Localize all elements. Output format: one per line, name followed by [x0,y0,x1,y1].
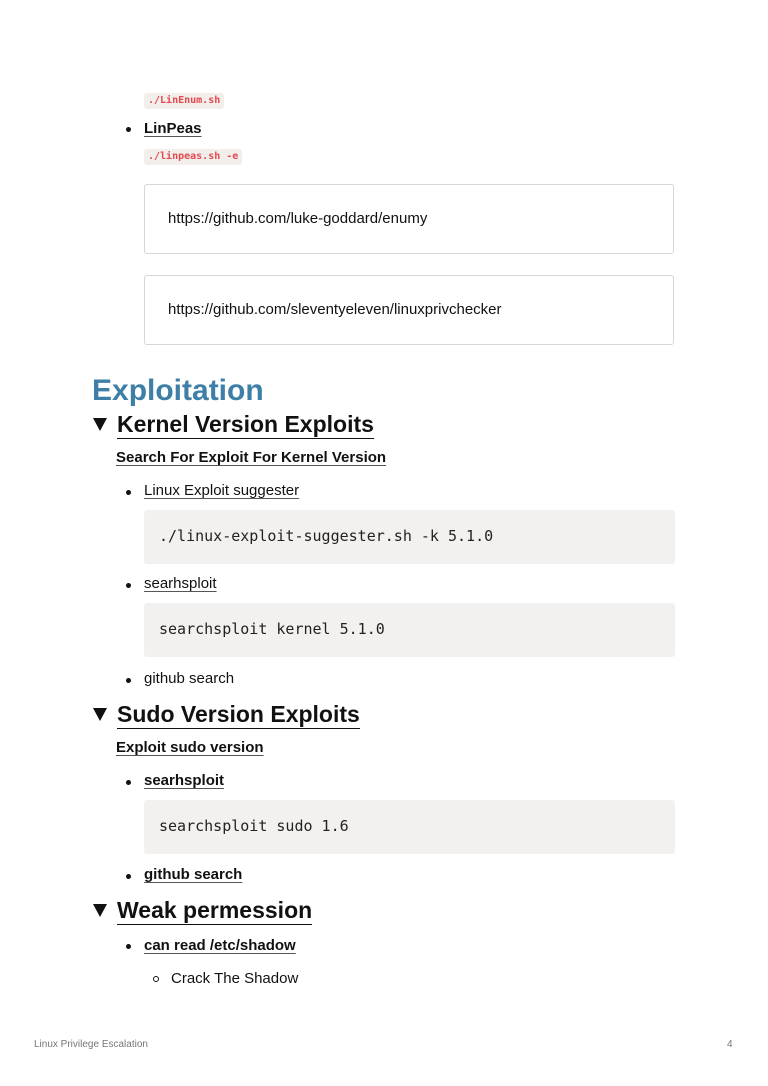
weak-permission-heading-text: Weak permession [117,897,313,923]
read-shadow-item[interactable]: can read /etc/shadow [144,937,296,954]
enumy-bookmark[interactable] [144,184,674,254]
linpeas-link[interactable]: LinPeas [144,120,202,137]
sublist-bullet [153,976,159,982]
exploitation-heading: Exploitation [92,374,264,407]
list-bullet [126,490,131,495]
github-search-kernel: github search [144,670,235,687]
code-suggester: ./linux-exploit-suggester.sh -k 5.1.0 [159,527,494,545]
linpeas-command: ./linpeas.sh -e [144,149,242,165]
list-bullet [126,583,131,588]
crack-shadow-item: Crack The Shadow [171,970,299,987]
github-search-sudo[interactable]: github search [144,866,243,883]
toggle-triangle-icon[interactable] [93,708,107,721]
enumy-url[interactable]: https://github.com/luke-goddard/enumy [168,210,428,227]
code-searchsploit-kernel: searchsploit kernel 5.1.0 [159,620,385,638]
sudo-exploits-heading-text: Sudo Version Exploits [117,701,360,727]
linenum-command: ./LinEnum.sh [144,93,224,109]
code-block-searchsploit-sudo [144,800,675,854]
code-searchsploit-sudo: searchsploit sudo 1.6 [159,817,349,835]
sudo-exploits-heading[interactable] [117,700,360,728]
list-bullet [126,127,131,132]
kernel-exploits-heading-text: Kernel Version Exploits [117,411,374,437]
code-block-searchsploit-kernel [144,603,675,657]
searhsploit-link-kernel[interactable]: searhsploit [144,575,217,592]
linux-exploit-suggester-link[interactable]: Linux Exploit suggester [144,482,300,499]
linuxprivchecker-bookmark[interactable] [144,275,674,345]
sudo-subheading: Exploit sudo version [116,739,264,756]
footer-title: Linux Privilege Escalation [34,1039,148,1050]
searhsploit-link-sudo[interactable]: searhsploit [144,772,225,789]
toggle-triangle-icon[interactable] [93,418,107,431]
list-bullet [126,780,131,785]
list-bullet [126,678,131,683]
linuxprivchecker-url[interactable]: https://github.com/sleventyeleven/linuxprivchecker [168,301,502,318]
kernel-exploits-heading[interactable] [117,410,374,438]
toggle-triangle-icon[interactable] [93,904,107,917]
list-bullet [126,874,131,879]
page-number: 4 [727,1039,733,1050]
kernel-subheading: Search For Exploit For Kernel Version [116,449,387,466]
list-bullet [126,944,131,949]
weak-permission-heading[interactable] [117,896,312,924]
code-block-suggester [144,510,675,564]
